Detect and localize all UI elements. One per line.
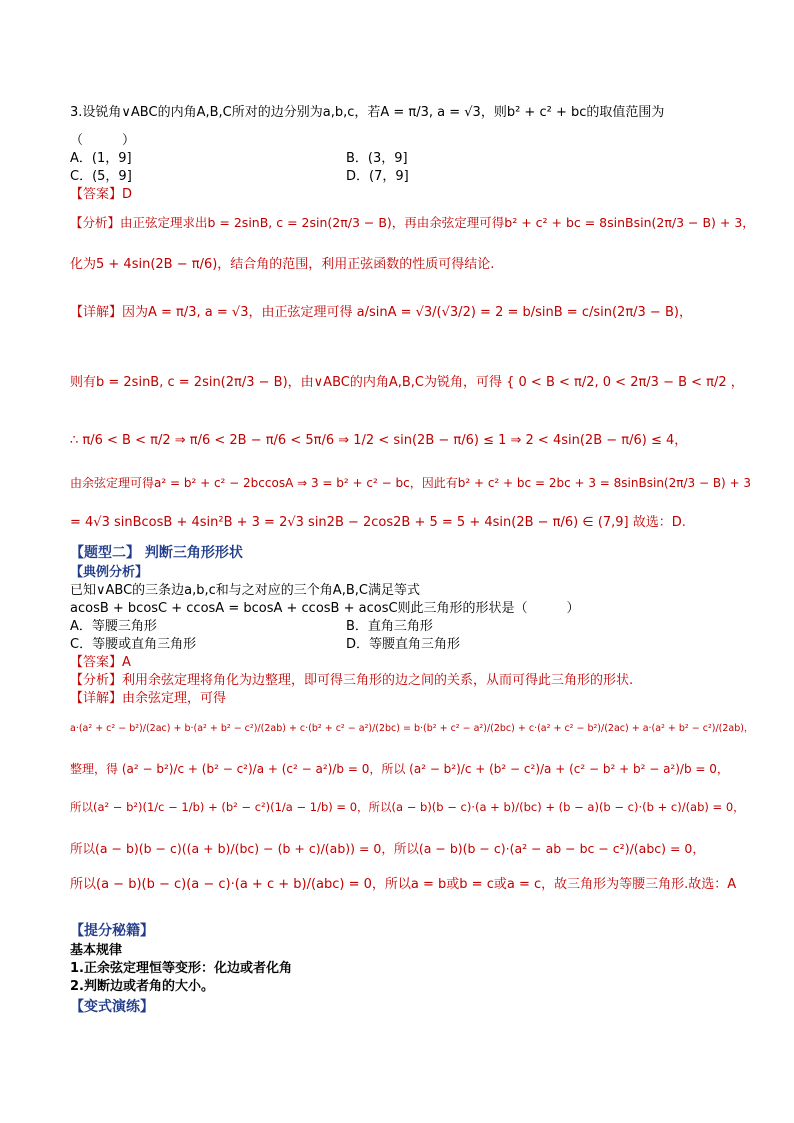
type2-example-label: 【典例分析】	[70, 565, 149, 580]
type2-detail-2: 整理，得 (a² − b²)/c + (b² − c²)/a + (c² − a²)/b = 0，所以 (a² − b²)/c + (b² − c²)/a + (c² − b² + b² − a²)/b = 0，	[70, 762, 729, 776]
q3-detail-3: ∴ π/6 < B < π/2 ⇒ π/6 < 2B − π/6 < 5π/6 ⇒ 1/2 < sin(2B − π/6) ≤ 1 ⇒ 2 < 4sin(2B − π/6) ≤ 4，	[70, 433, 688, 448]
type2-option-a: A．等腰三角形	[70, 619, 157, 634]
type2-stem-2: acosB + bcosC + ccosA = bcosA + ccosB + acosC则此三角形的形状是（ ）	[70, 601, 580, 616]
q3-detail-5: = 4√3 sinBcosB + 4sin²B + 3 = 2√3 sin2B − 2cos2B + 5 = 5 + 4sin(2B − π/6) ∈ (7,9] 故选：D.	[70, 515, 686, 530]
q3-option-d: D．(7，9]	[346, 169, 409, 184]
q3-option-b: B．(3，9]	[346, 151, 408, 166]
type2-detail-0: 【详解】由余弦定理，可得	[70, 691, 227, 706]
q3-detail-4: 由余弦定理可得a² = b² + c² − 2bccosA ⇒ 3 = b² + c² − bc，因此有b² + c² + bc = 2bc + 3 = 8sinBsin(2π/3 − B) + 3	[70, 476, 752, 490]
tips-rule-1: 1.正余弦定理恒等变形：化边或者化角	[70, 961, 292, 976]
type2-option-d: D．等腰直角三角形	[346, 637, 461, 652]
q3-answer: 【答案】D	[70, 187, 133, 202]
q3-analysis-2: 化为5 + 4sin(2B − π/6)，结合角的范围，利用正弦函数的性质可得结论.	[70, 257, 495, 272]
type2-heading: 【题型二】 判断三角形形状	[70, 545, 243, 561]
q3-stem: 3.设锐角∨ABC的内角A,B,C所对的边分别为a,b,c，若A = π/3, a = √3，则b² + c² + bc的取值范围为	[70, 105, 665, 120]
practice-heading: 【变式演练】	[70, 999, 154, 1015]
tips-rule-2: 2.判断边或者角的大小。	[70, 979, 214, 994]
q3-detail-2: 则有b = 2sinB, c = 2sin(2π/3 − B)，由∨ABC的内角A,B,C为锐角，可得 { 0 < B < π/2, 0 < 2π/3 − B < π/2 ，	[70, 375, 744, 390]
q3-analysis-1: 【分析】由正弦定理求出b = 2sinB, c = 2sin(2π/3 − B)，再由余弦定理可得b² + c² + bc = 8sinBsin(2π/3 − B) + 3，	[70, 215, 755, 230]
type2-stem-1: 已知∨ABC的三条边a,b,c和与之对应的三个角A,B,C满足等式	[70, 583, 420, 598]
type2-detail-4: 所以(a − b)(b − c)((a + b)/(bc) − (b + c)/(ab)) = 0，所以(a − b)(b − c)·(a² − ab − bc − c²)/(abc) = 0，	[70, 841, 705, 856]
type2-analysis: 【分析】利用余弦定理将角化为边整理，即可得三角形的边之间的关系，从而可得此三角形的形状.	[70, 673, 634, 688]
type2-detail-3: 所以(a² − b²)(1/c − 1/b) + (b² − c²)(1/a − 1/b) = 0，所以(a − b)(b − c)·(a + b)/(bc) + (b − a)(b − c)·(b + c)/(ab) = 0，	[70, 800, 745, 814]
q3-option-c: C．(5，9]	[70, 169, 132, 184]
tips-rule-title: 基本规律	[70, 943, 123, 958]
type2-option-c: C．等腰或直角三角形	[70, 637, 197, 652]
tips-heading: 【提分秘籍】	[70, 923, 154, 939]
type2-option-b: B．直角三角形	[346, 619, 433, 634]
q3-option-a: A．(1，9]	[70, 151, 132, 166]
q3-detail-1: 【详解】因为A = π/3, a = √3，由正弦定理可得 a/sinA = √3/(√3/2) = 2 = b/sinB = c/sin(2π/3 − B)，	[70, 305, 692, 320]
type2-detail-5: 所以(a − b)(b − c)(a − c)·(a + c + b)/(abc) = 0，所以a = b或b = c或a = c，故三角形为等腰三角形.故选：A	[70, 877, 737, 892]
type2-detail-1: a·(a² + c² − b²)/(2ac) + b·(a² + b² − c²)/(2ab) + c·(b² + c² − a²)/(2bc) = b·(b² + c² − a²)/(2bc) + c·(a² + c² − b²)/(2ac) + a·(a² + b² − c²)/(2ab)，	[70, 723, 754, 734]
q3-paren: （ ）	[70, 133, 136, 148]
type2-answer: 【答案】A	[70, 655, 131, 670]
